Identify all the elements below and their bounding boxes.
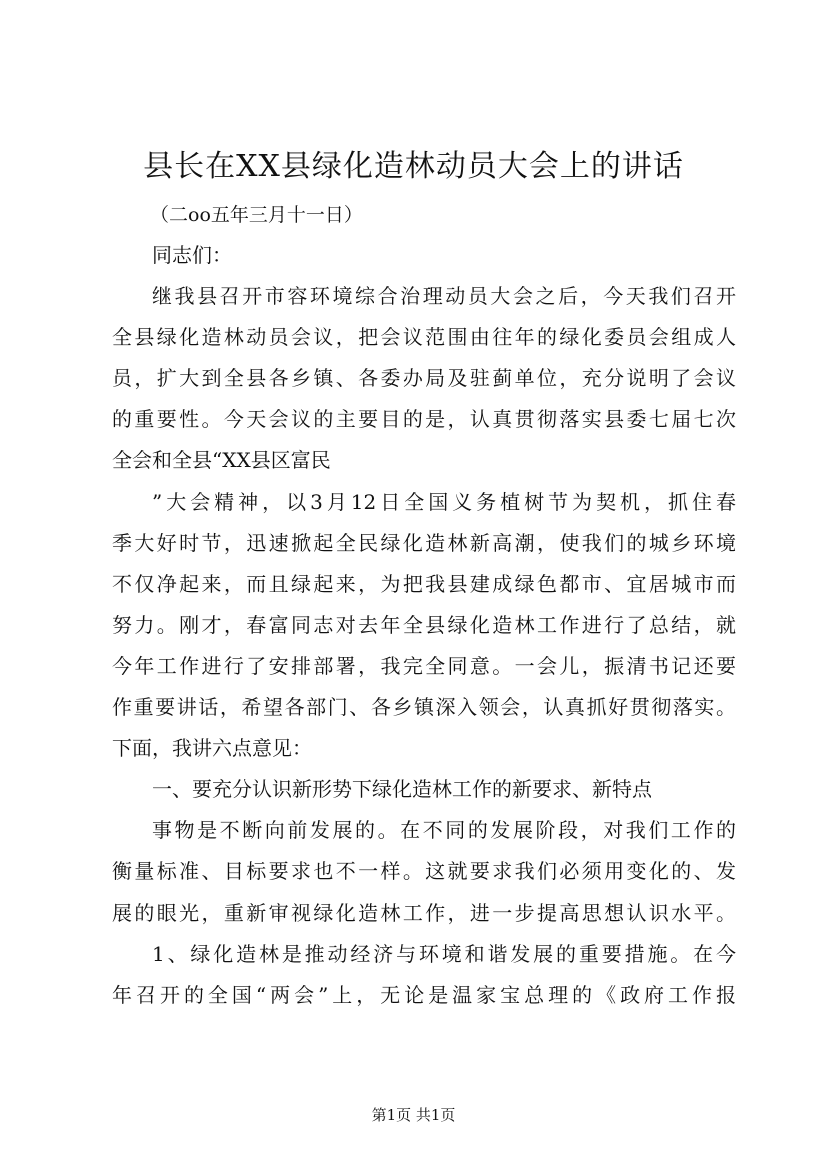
page-number: 第1页 共1页 xyxy=(371,1106,456,1124)
paragraph-line: 全县绿化造林动员会议，把会议范围由往年的绿化委员会组成人 xyxy=(112,325,736,350)
paragraph-line: 的重要性。今天会议的主要目的是，认真贯彻落实县委七届七次 xyxy=(112,407,736,432)
document-body xyxy=(112,235,736,1016)
paragraph-line: 继我县召开市容环境综合治理动员大会之后，今天我们召开 xyxy=(152,284,736,309)
paragraph-line: 事物是不断向前发展的。在不同的发展阶段，对我们工作的 xyxy=(152,818,736,843)
paragraph-line: 今年工作进行了安排部署，我完全同意。一会儿，振清书记还要 xyxy=(112,653,736,678)
paragraph-line: 下面，我讲六点意见： xyxy=(112,736,312,761)
paragraph-line: ”大会精神，以3月12日全国义务植树节为契机，抓住春 xyxy=(152,489,736,514)
paragraph-line: 季大好时节，迅速掀起全民绿化造林新高潮，使我们的城乡环境 xyxy=(112,530,736,555)
section-heading: 一、要充分认识新形势下绿化造林工作的新要求、新特点 xyxy=(152,777,652,802)
paragraph-line: 员，扩大到全县各乡镇、各委办局及驻蓟单位，充分说明了会议 xyxy=(112,366,736,391)
paragraph-line: 全会和全县“XX县区富民 xyxy=(112,448,331,473)
paragraph-line: 1、绿化造林是推动经济与环境和谐发展的重要措施。在今 xyxy=(152,941,736,966)
paragraph-line: 不仅净起来，而且绿起来，为把我县建成绿色都市、宜居城市而 xyxy=(112,571,736,596)
paragraph-line: 展的眼光，重新审视绿化造林工作，进一步提高思想认识水平。 xyxy=(112,900,736,925)
document-title: 县长在XX县绿化造林动员大会上的讲话 xyxy=(143,149,684,184)
salutation-line: 同志们： xyxy=(152,243,232,267)
paragraph-line: 年召开的全国“两会”上，无论是温家宝总理的《政府工作报 xyxy=(112,982,736,1007)
document-date: （二oo五年三月十一日） xyxy=(150,204,363,226)
paragraph-line: 衡量标准、目标要求也不一样。这就要求我们必须用变化的、发 xyxy=(112,859,736,884)
paragraph-line: 作重要讲话，希望各部门、各乡镇深入领会，认真抓好贯彻落实。 xyxy=(112,695,736,720)
paragraph-line: 努力。刚才，春富同志对去年全县绿化造林工作进行了总结，就 xyxy=(112,612,736,637)
